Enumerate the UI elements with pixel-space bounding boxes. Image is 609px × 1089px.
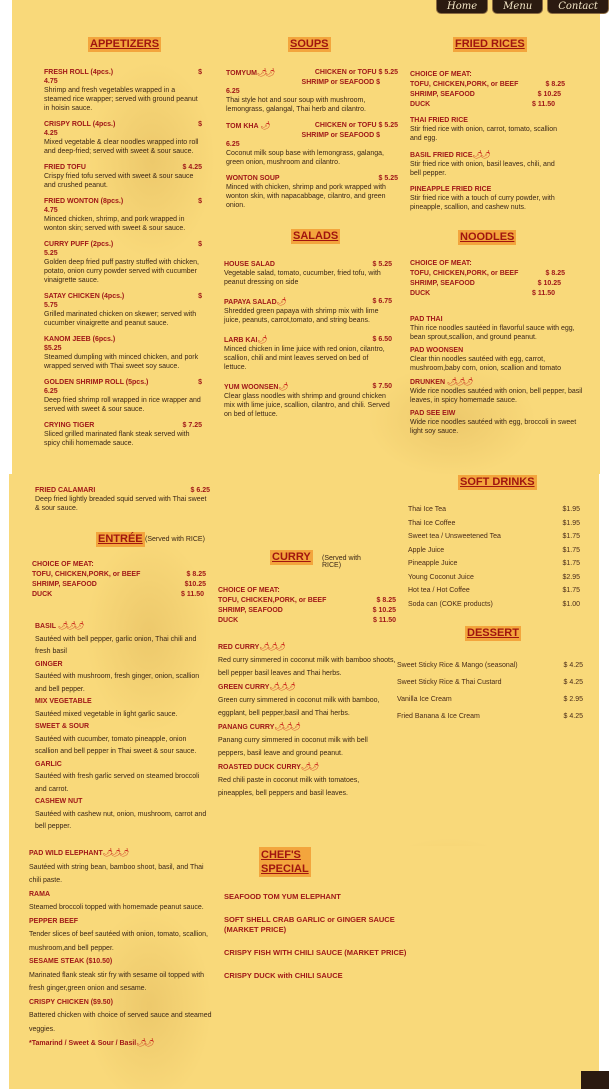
appetizer-item	[44, 163, 202, 190]
item-price: 6.25	[226, 88, 240, 95]
choice-price: $ 10.25	[537, 280, 561, 287]
item-name: FRIED CALAMARI	[35, 487, 96, 494]
item-name: PAD SEE EIW	[410, 410, 456, 417]
item-desc: Sautéed mixed vegetable in light garlic sauce.	[35, 710, 178, 718]
item-price: 6.25	[226, 141, 240, 148]
soup-item	[226, 68, 398, 114]
item-desc: Golden deep fried puff pastry stuffed with chicken, potato, onion curry powder served with cucumber vinaigrette sauce.	[44, 259, 200, 284]
item-name: HOUSE SALAD	[224, 261, 275, 268]
item-desc: Sautéed with bell pepper, garlic onion, Thai chili and fresh basil	[35, 635, 197, 655]
drink-row	[408, 571, 580, 585]
item-desc: Sautéed with string bean, bamboo shoot, basil, and Thai chili paste.	[29, 863, 204, 884]
drink-row	[408, 598, 580, 612]
drink-price: $1.95	[562, 506, 580, 513]
appetizer-item	[44, 335, 202, 371]
choice-name: SHRIMP, SEAFOOD	[410, 91, 475, 98]
entree-title: ENTRÉE	[98, 533, 143, 545]
item-desc: Sautéed with cucumber, tomato pineapple, onion scallion and bell pepper in Thai sweet & sour sauce.	[35, 735, 197, 755]
item-price: $	[198, 241, 202, 248]
drink-name: Thai Ice Tea	[408, 506, 447, 513]
item-desc: Sliced grilled marinated flank steak served with spicy chili homemade sauce.	[44, 431, 190, 447]
dessert-row	[397, 708, 583, 725]
item-desc: Thin rice noodles sautéed in flavorful sauce with egg, bean sprout,scallion, and ground peanut.	[410, 325, 575, 341]
item-desc: Red chili paste in coconut milk with tomatoes, pineapples, bell peppers and basil leaves.	[218, 777, 360, 797]
drink-row	[408, 557, 580, 571]
item-desc: Minced chicken in lime juice with red onion, cilantro, scallion, chili and mint leaves served on bed of lettuce.	[224, 346, 385, 371]
choice-price: $ 10.25	[372, 607, 396, 614]
soup-item	[226, 174, 398, 210]
item-name: RED CURRY	[218, 644, 260, 651]
item-price: $ 4.25	[182, 164, 202, 171]
choice-price: $ 8.25	[376, 597, 396, 604]
item-price-cont: 4.75	[44, 78, 58, 85]
dessert-row	[397, 691, 583, 708]
noodle-item	[410, 409, 590, 436]
scroll-corner	[581, 1071, 609, 1089]
choice-row	[218, 596, 396, 606]
choice-name: DUCK	[410, 101, 431, 108]
item-desc: Coconut milk soup base with lemongrass, galanga, green onion, mushroom and cilantro.	[226, 150, 384, 166]
soft-drinks-heading: SOFT DRINKS	[460, 476, 535, 488]
item-price: $ 7.25	[182, 422, 202, 429]
fried-rices-list	[410, 70, 565, 219]
drink-price: $1.75	[562, 587, 580, 594]
drink-row	[408, 584, 580, 598]
chili-icon: 🌶	[257, 335, 266, 344]
dessert-name: Sweet Sticky Rice & Thai Custard	[397, 679, 502, 686]
entree-note: (Served with RICE)	[145, 536, 205, 543]
chili-icon: 🌶🌶	[300, 762, 318, 771]
curry-list	[218, 586, 396, 800]
choice-price: $ 11.50	[532, 290, 555, 297]
item-name: *Tamarind / Sweet & Sour / Basil	[29, 1040, 137, 1047]
dessert-name: Sweet Sticky Rice & Mango (seasonal)	[397, 662, 518, 669]
drink-price: $1.95	[562, 519, 580, 527]
choice-name: DUCK	[218, 617, 239, 624]
item-name: FRIED WONTON (8pcs.)	[44, 198, 124, 205]
curry-item	[218, 720, 396, 734]
item-name: PAD WOONSEN	[410, 347, 464, 354]
drink-name: Sweet tea / Unsweetened Tea	[408, 533, 501, 540]
item-choice2: SHRIMP or SEAFOOD $	[301, 79, 380, 86]
salads-list	[224, 260, 392, 426]
item-desc: Stir fried rice with onion, carrot, tomato, scallion and egg.	[410, 126, 558, 142]
curry-item	[218, 640, 396, 654]
choice-price: $ 10.25	[537, 91, 561, 98]
item-price: $	[198, 379, 202, 386]
choice-row	[410, 289, 565, 299]
salad-item	[224, 297, 392, 325]
item-desc: Deep fried shrimp roll wrapped in rice wrapper and served with sweet & sour sauce.	[44, 397, 201, 413]
choice-row	[410, 100, 565, 110]
choice-price: $ 11.50	[181, 591, 204, 598]
item-price: $ 6.75	[372, 298, 392, 305]
choice-row	[218, 616, 396, 626]
noodle-item	[410, 377, 590, 405]
item-choice: CHICKEN or TOFU $ 5.25	[314, 122, 398, 129]
item-name: LARB KAI	[224, 337, 258, 344]
drink-name: Soda can (COKE products)	[408, 600, 493, 608]
item-desc: Stir fried rice with a touch of curry powder, with pineapple, scallion, and cashew nuts.	[410, 195, 555, 211]
item-desc: Stir fried rice with onion, basil leaves, chili, and bell pepper.	[410, 161, 555, 177]
drink-price: $1.75	[562, 546, 580, 554]
item-desc: Shredded green papaya with shrimp mix with lime juice, peanuts, carrot,tomato, and string beans.	[224, 308, 379, 324]
item-desc: Red curry simmered in coconut milk with bamboo shoots, bell pepper basil leaves and Thai herbs.	[218, 657, 396, 677]
item-price: $	[198, 121, 202, 128]
item-name: FRIED TOFU	[44, 164, 86, 171]
item-desc: Tender slices of beef sautéed with onion, tomato, scallion, mushroom,and bell pepper.	[29, 931, 208, 952]
item-name: TOMYUM	[226, 70, 257, 77]
item-desc: Steamed broccoli topped with homemade peanut sauce.	[29, 904, 204, 911]
item-desc: Deep fried lightly breaded squid served with Thai sweet & sour sauce.	[35, 496, 207, 512]
salad-item	[224, 382, 392, 419]
curry-item	[218, 680, 396, 694]
dessert-row	[397, 674, 583, 691]
item-name: GREEN CURRY	[218, 684, 270, 691]
drink-row	[408, 503, 580, 517]
item-name: RAMA	[29, 890, 50, 898]
choice-row	[410, 269, 565, 279]
chili-icon: 🌶🌶	[136, 1038, 153, 1047]
item-name: GARLIC	[35, 760, 62, 768]
choice-price: $ 11.50	[373, 617, 396, 624]
item-name: PAD THAI	[410, 316, 443, 323]
fried-rices-heading: FRIED RICES	[455, 38, 525, 50]
appetizers-heading: APPETIZERS	[90, 38, 160, 50]
appetizer-item	[44, 197, 202, 233]
soups-list	[226, 68, 398, 217]
item-price-cont: 5.25	[44, 250, 58, 257]
appetizer-item	[44, 240, 202, 285]
drink-name: Young Coconut Juice	[408, 573, 474, 581]
soup-item	[226, 121, 398, 167]
item-name: THAI FRIED RICE	[410, 117, 468, 124]
item-price-cont: 6.25	[44, 388, 58, 395]
item-name: PEPPER BEEF	[29, 917, 79, 925]
item-desc: Steamed dumpling with minced chicken, and pork wrapped served with Thai sweet soy sauce.	[44, 354, 199, 370]
item-name: CRISPY ROLL (4pcs.)	[44, 121, 116, 128]
drink-price: $2.95	[562, 573, 580, 581]
dessert-price: $ 4.25	[563, 713, 583, 720]
drink-row	[408, 544, 580, 558]
dessert-price: $ 4.25	[563, 679, 583, 686]
chili-icon: 🌶🌶🌶	[57, 621, 83, 630]
choice-name: DUCK	[32, 591, 53, 598]
chili-icon: 🌶	[260, 121, 269, 130]
drink-name: Apple Juice	[408, 546, 445, 554]
dessert-row	[397, 657, 583, 674]
drink-price: $1.75	[562, 533, 580, 540]
chefs-special-list	[224, 892, 420, 994]
choice-price: $ 8.25	[186, 571, 206, 578]
curry-title: CURRY	[272, 551, 311, 563]
chefs-special-line2: SPECIAL	[261, 863, 309, 875]
item-desc: Crispy fried tofu served with sweet & sour sauce and crushed peanut.	[44, 173, 194, 189]
chili-icon: 🌶🌶🌶	[446, 377, 472, 386]
salad-item	[224, 335, 392, 372]
chef-special-item: CRISPY FISH WITH CHILI SAUCE (MARKET PRICE)	[224, 948, 407, 957]
item-name: SATAY CHICKEN (4pcs.)	[44, 293, 125, 300]
chili-icon: 🌶🌶🌶	[259, 642, 284, 651]
item-name: CURRY PUFF (2pcs.)	[44, 241, 114, 248]
item-desc: Shrimp and fresh vegetables wrapped in a steamed rice wrapper; served with ground peanut in hoisin sauce.	[44, 87, 198, 112]
item-price: $ 7.50	[372, 383, 392, 390]
chili-icon: 🌶🌶	[256, 68, 274, 77]
chili-icon: 🌶🌶🌶	[102, 848, 128, 857]
item-desc: Battered chicken with choice of served sauce and steamed veggies.	[29, 1012, 212, 1033]
item-desc: Mixed vegetable & clear noodles wrapped into roll and deep-fried; served with sweet & sour sauce.	[44, 139, 199, 155]
item-desc: Marinated flank steak stir fry with sesame oil topped with fresh ginger,green onion and sesame.	[29, 971, 205, 992]
item-price-cont: 4.75	[44, 207, 58, 214]
appetizers-list	[44, 68, 202, 455]
choice-name: TOFU, CHICKEN,PORK, or BEEF	[218, 597, 327, 604]
chili-icon: 🌶🌶	[472, 150, 489, 159]
entree-heading	[96, 532, 145, 547]
item-name: MIX VEGETABLE	[35, 698, 92, 705]
entree-item	[35, 620, 207, 634]
chili-icon: 🌶🌶🌶	[274, 722, 299, 731]
choice-price: $ 8.25	[545, 270, 565, 277]
salad-item	[224, 260, 392, 287]
drink-price: $1.00	[562, 600, 580, 608]
item-name: BASIL	[35, 623, 56, 630]
choice-row	[32, 580, 212, 590]
chili-icon: 🌶	[278, 382, 287, 391]
choice-price: $ 11.50	[532, 101, 555, 108]
item-name: CASHEW NUT	[35, 798, 83, 805]
item-desc: Clear glass noodles with shrimp and ground chicken mix with lime juice, scallion, cilantro, and chili. Served on bed of lettuce.	[224, 393, 390, 418]
item-name: PANANG CURRY	[218, 724, 275, 731]
item-name: WONTON SOUP	[226, 175, 280, 182]
item-name: BASIL FRIED RICE	[410, 152, 473, 159]
dessert-name: Fried Banana & Ice Cream	[397, 713, 480, 720]
item-desc: Clear thin noodles sautéed with egg, carrot, mushroom,baby corn, onion, scallion and tomato	[410, 356, 561, 372]
choice-row	[32, 590, 212, 600]
drink-name: Pineapple Juice	[408, 560, 458, 567]
soups-heading: SOUPS	[290, 38, 329, 50]
choice-row	[410, 90, 565, 100]
choice-name: TOFU, CHICKEN,PORK, or BEEF	[410, 270, 519, 277]
item-name: PAD WILD ELEPHANT	[29, 850, 103, 857]
dessert-name: Vanilla Ice Cream	[397, 696, 452, 703]
item-choice2: SHRIMP or SEAFOOD $	[301, 132, 380, 139]
choice-name: SHRIMP, SEAFOOD	[218, 607, 283, 614]
chili-icon: 🌶	[276, 297, 285, 306]
item-name: YUM WOONSEN	[224, 384, 279, 391]
drink-name: Hot tea / Hot Coffee	[408, 587, 470, 594]
fried-rice-item	[410, 116, 565, 143]
item-name: SWEET & SOUR	[35, 723, 90, 730]
choice-price: $ 8.25	[545, 81, 565, 88]
item-price: $	[198, 69, 202, 76]
item-name: PAPAYA SALAD	[224, 299, 277, 306]
entree-item	[29, 1036, 215, 1051]
item-desc: Grilled marinated chicken on skewer; served with cucumber vinaigrette and peanut sauce.	[44, 311, 197, 327]
noodle-item	[410, 315, 590, 342]
appetizer-calamari	[35, 486, 210, 513]
curry-heading	[270, 550, 313, 565]
chefs-special-line1: CHEF'S	[261, 849, 301, 861]
nav-home[interactable]: Home	[436, 0, 488, 14]
chili-icon: 🌶🌶🌶	[269, 682, 294, 691]
choice-label: CHOICE OF MEAT:	[32, 561, 94, 568]
entree-item	[29, 846, 215, 861]
dessert-price: $ 4.25	[563, 662, 583, 669]
item-name: PINEAPPLE FRIED RICE	[410, 186, 492, 193]
noodles-list	[410, 259, 590, 443]
choice-name: TOFU, CHICKEN,PORK, or BEEF	[410, 81, 519, 88]
item-name: ROASTED DUCK CURRY	[218, 764, 301, 771]
item-desc: Wide rice noodles sautéed with onion, bell pepper, basil leaves, in spicy homemade sauce.	[410, 388, 583, 404]
item-name: SESAME STEAK ($10.50)	[29, 958, 113, 965]
item-name: GINGER	[35, 660, 63, 668]
chef-special-item: SOFT SHELL CRAB GARLIC or GINGER SAUCE (MARKET PRICE)	[224, 915, 395, 934]
item-name: CRYING TIGER	[44, 422, 95, 429]
soft-drinks-list	[408, 503, 580, 611]
entree-list	[32, 560, 212, 610]
item-name: TOM KHA	[226, 123, 259, 130]
nav-menu[interactable]: Menu	[492, 0, 543, 14]
top-nav	[436, 0, 609, 14]
item-name: FRESH ROLL (4pcs.)	[44, 69, 114, 76]
item-choice: CHICKEN or TOFU $ 5.25	[314, 69, 398, 76]
dessert-list	[397, 657, 583, 725]
dessert-price: $ 2.95	[563, 696, 583, 703]
item-price: $	[198, 293, 202, 300]
item-price-cont: 5.75	[44, 302, 58, 309]
choice-label: CHOICE OF MEAT:	[218, 587, 280, 594]
nav-contact[interactable]: Contact	[547, 0, 609, 14]
appetizer-item	[44, 292, 202, 328]
chefs-special-heading	[259, 847, 311, 877]
drink-name: Thai Ice Coffee	[408, 519, 456, 527]
noodle-item	[410, 346, 590, 373]
curry-note: (Served with RICE)	[322, 555, 361, 569]
choice-label: CHOICE OF MEAT:	[410, 260, 472, 267]
item-desc: Vegetable salad, tomato, cucumber, fried tofu, with peanut dressing on side	[224, 270, 381, 286]
item-desc: Sautéed with mushroom, fresh ginger, onion, scallion and bell pepper.	[35, 673, 200, 693]
item-price: $ 5.25	[372, 261, 392, 268]
choice-row	[410, 279, 565, 289]
choice-label: CHOICE OF MEAT:	[410, 71, 472, 78]
drink-row	[408, 517, 580, 531]
choice-row	[218, 606, 396, 616]
item-desc: Panang curry simmered in coconut milk with bell peppers, basil leave and ground peanut.	[218, 737, 368, 757]
choice-name: SHRIMP, SEAFOOD	[410, 280, 475, 287]
item-price: $ 6.50	[372, 336, 392, 343]
choice-name: DUCK	[410, 290, 431, 297]
choice-row	[410, 80, 565, 90]
appetizer-item	[44, 120, 202, 156]
drink-row	[408, 530, 580, 544]
item-name: DRUNKEN	[410, 379, 445, 386]
item-desc: Sautéed with cashew nut, onion, mushroom, carrot and bell pepper.	[35, 810, 207, 830]
noodles-heading: NOODLES	[460, 231, 515, 243]
choice-name: TOFU, CHICKEN,PORK, or BEEF	[32, 571, 141, 578]
salads-heading: SALADS	[293, 230, 339, 242]
chef-special-item: SEAFOOD TOM YUM ELEPHANT	[224, 892, 341, 901]
item-name: CRISPY CHICKEN ($9.50)	[29, 998, 113, 1006]
entree-items-b	[29, 846, 215, 1051]
choice-row	[32, 570, 212, 580]
item-desc: Green curry simmered in coconut milk with bamboo, eggplant, bell pepper,basil and Thai herbs.	[218, 697, 380, 717]
item-desc: Wide rice noodles sautéed with egg, broccoli in sweet light soy sauce.	[410, 419, 577, 435]
choice-price: $10.25	[184, 581, 206, 588]
dessert-heading: DESSERT	[467, 627, 519, 639]
item-desc: Minced chicken, shrimp, and pork wrapped in wonton skin; served with sweet & sour sauce.	[44, 216, 186, 232]
drink-price: $1.75	[562, 560, 580, 567]
item-price: $ 5.25	[378, 175, 398, 182]
entree-items-a	[35, 620, 207, 834]
item-price-cont: $5.25	[44, 345, 62, 352]
item-desc: Sautéed with fresh garlic served on steamed broccoli and carrot.	[35, 773, 200, 793]
item-price: $ 6.25	[190, 487, 210, 494]
choice-name: SHRIMP, SEAFOOD	[32, 581, 97, 588]
item-desc: Thai style hot and sour soup with mushroom, lemongrass, galangal, Thai herb and cilantro.	[226, 97, 366, 113]
appetizer-item	[44, 68, 202, 113]
appetizer-item	[44, 378, 202, 414]
item-name: GOLDEN SHRIMP ROLL (5pcs.)	[44, 379, 149, 386]
curry-items	[218, 640, 396, 800]
item-name: KANOM JEEB (6pcs.)	[44, 336, 116, 343]
fried-rice-item	[410, 185, 565, 212]
fried-rice-item	[410, 150, 565, 178]
item-price: $	[198, 198, 202, 205]
appetizer-item	[44, 421, 202, 448]
chef-special-item: CRISPY DUCK with CHILI SAUCE	[224, 971, 343, 980]
curry-item	[218, 760, 396, 774]
item-desc: Minced with chicken, shrimp and pork wrapped with wonton skin, with napacabbage, cilantro, and green onion.	[226, 184, 386, 209]
item-price-cont: 4.25	[44, 130, 58, 137]
